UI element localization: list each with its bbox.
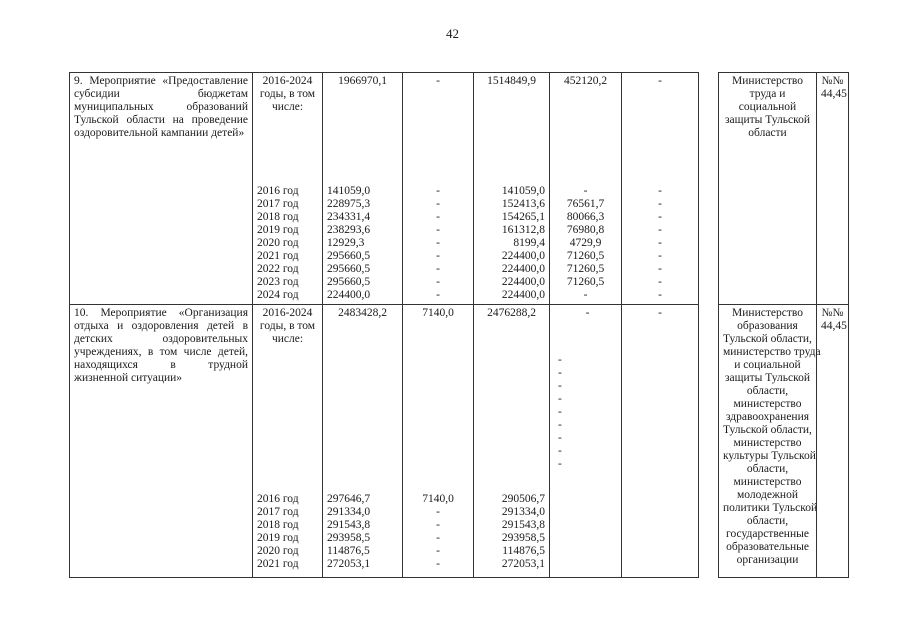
indicators-cell: №№ 44,45 [817,305,849,578]
local-dash: - [558,432,562,444]
year-federal: - [436,506,440,518]
period-cell: 2016-2024 годы, в том числе: [253,73,323,178]
period-cell: 2016-2024 годы, в том числе: [253,305,323,492]
year-total-cell [323,491,403,578]
year-regional: 272053,1 [501,558,545,570]
year-local: 71260,5 [566,263,605,275]
year-label: 2016 год [257,493,299,505]
year-federal: - [436,519,440,531]
year-regional: 154265,1 [501,211,545,223]
year-total: 234331,4 [327,211,371,223]
year-label: 2018 год [257,211,299,223]
measure-name-cell [70,73,253,305]
year-federal: - [436,224,440,236]
year-other: - [658,263,662,275]
table-row [70,73,849,178]
year-regional: 8199,4 [513,237,545,249]
executor-line: области, [746,385,789,397]
year-other: - [658,198,662,210]
measure-name-line: муниципальных образований [74,101,248,113]
table-row [70,305,849,492]
year-federal: - [436,211,440,223]
executor-line: образовательные [726,541,809,553]
executor-line: министерство труда [723,346,821,358]
year-local: - [583,289,588,301]
measure-name-line: находящихся в трудной [74,359,248,371]
local-dash: - [558,458,562,470]
year-total: 295660,5 [327,250,371,262]
year-local: 71260,5 [566,250,605,262]
year-local: - [583,185,588,197]
year-federal: - [436,185,440,197]
federal-cell: 7140,0 [403,305,474,492]
year-regional: 224400,0 [501,250,545,262]
year-label: 2023 год [257,276,299,288]
year-label: 2017 год [257,198,299,210]
year-other-cell [622,177,699,305]
local-dash: - [558,367,562,379]
program-table [69,72,849,578]
year-label: 2018 год [257,519,299,531]
year-total: 228975,3 [327,198,371,210]
year-federal: - [436,545,440,557]
year-label: 2022 год [257,263,299,275]
year-total: 291334,0 [327,506,371,518]
year-label: 2016 год [257,185,299,197]
year-other: - [658,237,662,249]
year-federal-cell [403,491,474,578]
executor-line: организации [736,554,799,566]
page-number: 42 [446,26,459,41]
year-local: 4729,9 [569,237,602,249]
measure-name-line: оздоровительной кампании детей» [74,127,245,139]
executor-line: защиты Тульской [725,372,810,384]
year-regional: 152413,6 [501,198,545,210]
year-regional: 293958,5 [501,532,545,544]
year-local: 80066,3 [566,211,605,223]
year-regional: 224400,0 [501,276,545,288]
year-other: - [658,250,662,262]
year-federal-cell [403,177,474,305]
year-local: 76561,7 [566,198,605,210]
year-label: 2021 год [257,250,299,262]
executor-line: политики Тульской [723,502,818,514]
executor-line: здравоохранения [725,411,810,423]
year-local: 71260,5 [566,276,605,288]
year-federal: - [436,237,440,249]
year-regional: 291334,0 [501,506,545,518]
year-total: 12929,3 [327,237,365,249]
executor-line: области, [746,515,789,527]
year-federal: - [436,532,440,544]
year-total: 295660,5 [327,263,371,275]
year-local-cell [550,177,622,305]
year-local: 76980,8 [566,224,605,236]
year-federal: - [436,198,440,210]
executor-line: Министерство [732,307,803,319]
measure-name-line: учреждениях, в том числе детей, [74,346,248,358]
year-total: 114876,5 [327,545,370,557]
executor-line: молодежной [737,489,798,501]
year-total: 293958,5 [327,532,371,544]
measure-name-line: отдыха и оздоровления детей в [74,320,248,332]
executor-line: Тульской области, [723,333,812,345]
executor-line: образования [737,320,798,332]
total-cell: 1966970,1 [323,73,403,178]
federal-cell: - [403,73,474,178]
local-dash: - [558,380,562,392]
year-regional: 114876,5 [502,545,545,557]
executor-line: области, [746,463,789,475]
regional-cell: 2476288,2 [474,305,550,492]
measure-name-line: субсидии бюджетам [74,88,248,100]
total-cell: 2483428,2 [323,305,403,492]
year-regional: 161312,8 [501,224,545,236]
year-label: 2020 год [257,237,299,249]
local-dash: - [558,445,562,457]
year-federal: - [436,276,440,288]
year-regional: 224400,0 [501,289,545,301]
year-total: 238293,6 [327,224,371,236]
year-total: 224400,0 [327,289,371,301]
executor-line: министерство [733,437,802,449]
year-federal: - [436,250,440,262]
measure-name-line: 10. Мероприятие «Организация [74,307,248,319]
indicators-cell: №№ 44,45 [817,73,849,305]
executor-line: и социальной [734,359,801,371]
year-total: 272053,1 [327,558,371,570]
measure-name-cell [70,305,253,578]
year-other: - [658,211,662,223]
year-federal: - [436,263,440,275]
year-federal: - [436,558,440,570]
local-dash: - [558,393,562,405]
year-other: - [658,185,662,197]
measure-name-line: Тульской области на проведение [74,114,248,126]
local-cell: 452120,2 [550,73,622,178]
year-federal: - [436,289,440,301]
year-regional: 224400,0 [501,263,545,275]
years-cell [253,177,323,305]
executor-line: министерство [733,398,802,410]
year-other: - [658,224,662,236]
year-total-cell [323,177,403,305]
year-label: 2021 год [257,558,299,570]
year-total: 141059,0 [327,185,371,197]
year-total: 291543,8 [327,519,371,531]
year-total: 297646,7 [327,493,371,505]
year-regional-cell [474,177,550,305]
measure-name-line: 9. Мероприятие «Предоставление [74,75,248,87]
year-other: - [658,289,662,301]
year-regional: 291543,8 [501,519,545,531]
local-dash: - [558,419,562,431]
executor-line: культуры Тульской [723,450,816,462]
year-label: 2019 год [257,532,299,544]
other-cell: - [622,305,699,578]
year-federal: 7140,0 [422,493,454,505]
other-cell: - [622,73,699,178]
year-other: - [658,276,662,288]
year-regional: 141059,0 [501,185,545,197]
executor-cell [719,305,821,578]
year-label: 2020 год [257,545,299,557]
measure-name-line: детских оздоровительных [74,333,248,345]
year-label: 2017 год [257,506,299,518]
year-label: 2024 год [257,289,299,301]
executor-line: Тульской области, [723,424,812,436]
local-dash: - [558,354,562,366]
year-regional: 290506,7 [501,493,545,505]
regional-cell: 1514849,9 [474,73,550,178]
local-value: - [585,307,590,319]
executor-line: государственные [726,528,809,540]
year-regional-cell [474,491,550,578]
year-total: 295660,5 [327,276,371,288]
year-label: 2019 год [257,224,299,236]
executor-line: министерство [733,476,802,488]
years-cell [253,491,323,578]
gap-cell [699,73,719,305]
local-dash: - [558,406,562,418]
measure-name-line: жизненной ситуации» [74,372,183,384]
gap-cell [699,305,719,578]
executor-cell: Министерство труда и социальной защиты Тульской области [719,73,817,305]
local-cell [550,305,622,578]
